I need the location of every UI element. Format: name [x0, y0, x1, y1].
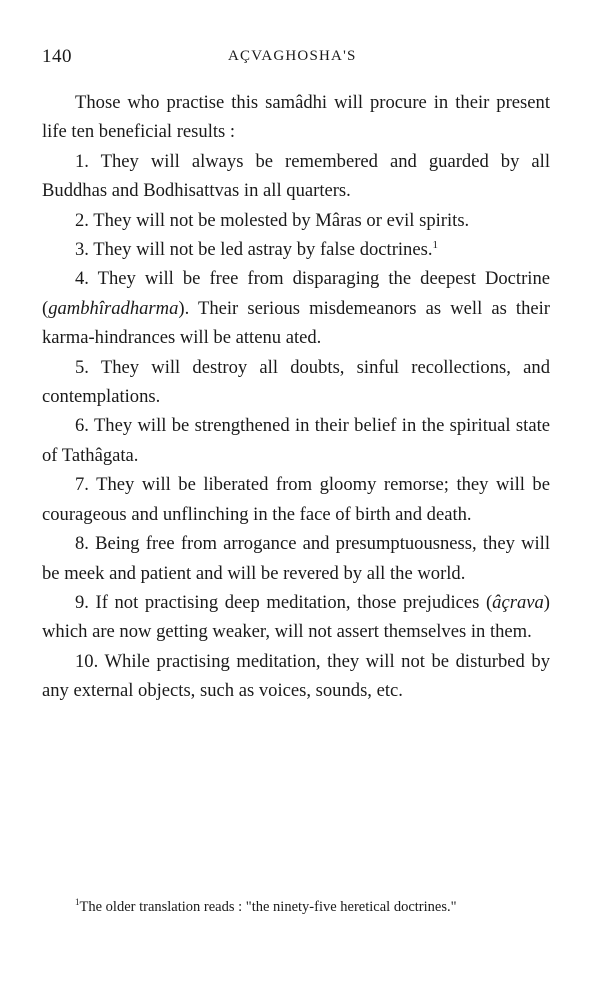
page-number: 140: [42, 46, 72, 67]
result-9-term: âçrava: [492, 591, 544, 613]
result-4-after: ). Their serious misdemeanors as well as their karma-hindrances will be attenu ated.: [42, 297, 550, 349]
footnote: [42, 896, 550, 919]
result-7: 7. They will be liberated from gloomy remorse; they will be courageous and unflinching in the face of birth and death.: [42, 474, 550, 525]
result-8: 8. Being free from arrogance and presumptuousness, they will be meek and patient and will be revered by all the world.: [42, 533, 550, 584]
result-4: [42, 264, 550, 352]
result-3-text: 3. They will not be led astray by false doctrines.: [75, 239, 433, 261]
intro-paragraph: Those who practise this samâdhi will procure in their present life ten beneficial results :: [42, 92, 550, 143]
footnote-reference: 1: [432, 238, 438, 251]
result-9-after: ) which are now getting weaker, will not assert themselves in them.: [42, 591, 550, 643]
result-5: 5. They will destroy all doubts, sinful recollections, and contemplations.: [42, 356, 550, 408]
result-3: [42, 235, 550, 264]
result-4-before: 4. They will be free from disparaging the deepest Doctrine (: [42, 268, 550, 319]
result-9: [42, 588, 550, 647]
footnote-text: The older translation reads : "the ninety-five heretical doctrines.": [79, 899, 457, 915]
result-1: 1. They will always be remembered and guarded by all Buddhas and Bodhisattvas in all quarters.: [42, 150, 550, 202]
result-9-before: 9. If not practising deep meditation, those prejudices (: [75, 591, 493, 613]
result-2: 2. They will not be molested by Mâras or evil spirits.: [75, 209, 470, 231]
running-title: AÇVAGHOSHA'S: [228, 48, 357, 64]
footnote-mark: 1: [75, 897, 80, 908]
result-10: 10. While practising meditation, they will not be disturbed by any external objects, such as voices, sounds, etc.: [42, 650, 550, 702]
result-6: 6. They will be strengthened in their belief in the spiritual state of Tathâgata.: [42, 415, 550, 466]
result-4-term: gambhîradharma: [48, 297, 179, 319]
main-text: [42, 88, 550, 706]
